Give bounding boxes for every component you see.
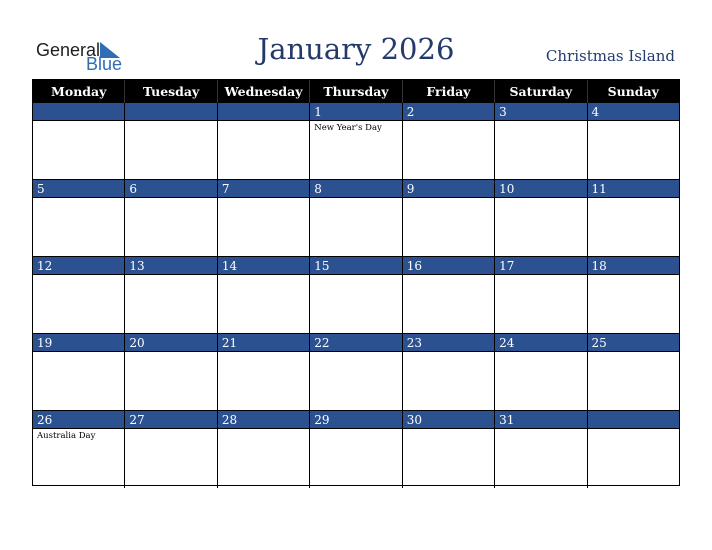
day-cell[interactable] xyxy=(218,257,310,334)
day-number: 12 xyxy=(33,257,124,275)
day-cell[interactable] xyxy=(495,257,587,334)
weekday-header-row xyxy=(33,80,679,103)
day-cell[interactable] xyxy=(125,257,217,334)
day-number: 11 xyxy=(588,180,679,198)
region-label: Christmas Island xyxy=(545,47,675,65)
day-number: 24 xyxy=(495,334,586,352)
day-cell[interactable] xyxy=(588,103,679,180)
day-number: 31 xyxy=(495,411,586,429)
day-number: 26 xyxy=(33,411,124,429)
logo-blue-text: Blue xyxy=(86,54,123,74)
day-number: 5 xyxy=(33,180,124,198)
day-number xyxy=(33,103,124,121)
day-cell[interactable] xyxy=(588,411,679,488)
day-number: 2 xyxy=(403,103,494,121)
week-row xyxy=(33,103,679,180)
week-row xyxy=(33,257,679,334)
day-cell[interactable] xyxy=(218,411,310,488)
weekday-header-monday: Monday xyxy=(33,80,125,103)
day-number: 29 xyxy=(310,411,401,429)
logo-general-text: General xyxy=(36,40,101,60)
weekday-header-friday: Friday xyxy=(403,80,495,103)
day-cell[interactable] xyxy=(495,180,587,257)
day-cell[interactable] xyxy=(403,103,495,180)
day-number xyxy=(218,103,309,121)
day-cell[interactable] xyxy=(495,411,587,488)
day-cell[interactable] xyxy=(33,257,125,334)
weekday-header-saturday: Saturday xyxy=(495,80,587,103)
day-cell[interactable] xyxy=(403,257,495,334)
day-number: 8 xyxy=(310,180,401,198)
day-cell[interactable] xyxy=(33,180,125,257)
holiday-label: Australia Day xyxy=(37,431,96,441)
day-cell[interactable] xyxy=(33,334,125,411)
day-cell[interactable] xyxy=(125,334,217,411)
calendar-grid xyxy=(32,79,680,486)
day-number: 4 xyxy=(588,103,679,121)
day-number: 22 xyxy=(310,334,401,352)
day-cell[interactable] xyxy=(495,103,587,180)
weekday-header-tuesday: Tuesday xyxy=(125,80,217,103)
day-number: 18 xyxy=(588,257,679,275)
day-number: 7 xyxy=(218,180,309,198)
day-number: 14 xyxy=(218,257,309,275)
day-number: 25 xyxy=(588,334,679,352)
day-number: 30 xyxy=(403,411,494,429)
holiday-label: New Year's Day xyxy=(314,123,382,133)
day-cell[interactable] xyxy=(588,180,679,257)
day-cell[interactable] xyxy=(310,257,402,334)
weekday-header-wednesday: Wednesday xyxy=(218,80,310,103)
day-cell[interactable] xyxy=(403,411,495,488)
day-cell[interactable] xyxy=(310,180,402,257)
day-number: 20 xyxy=(125,334,216,352)
day-number: 15 xyxy=(310,257,401,275)
day-cell[interactable] xyxy=(310,411,402,488)
day-number xyxy=(125,103,216,121)
week-row xyxy=(33,334,679,411)
day-cell[interactable] xyxy=(403,180,495,257)
day-number: 28 xyxy=(218,411,309,429)
day-number: 27 xyxy=(125,411,216,429)
day-cell[interactable] xyxy=(310,103,402,180)
day-number: 21 xyxy=(218,334,309,352)
day-number: 16 xyxy=(403,257,494,275)
day-number: 6 xyxy=(125,180,216,198)
day-number: 23 xyxy=(403,334,494,352)
day-cell[interactable] xyxy=(588,334,679,411)
day-cell[interactable] xyxy=(495,334,587,411)
weekday-header-sunday: Sunday xyxy=(607,84,659,99)
day-cell[interactable] xyxy=(125,103,217,180)
day-cell[interactable] xyxy=(125,411,217,488)
day-cell[interactable] xyxy=(125,180,217,257)
week-row xyxy=(33,180,679,257)
day-number: 17 xyxy=(495,257,586,275)
day-cell[interactable] xyxy=(310,334,402,411)
page-title: January 2026 xyxy=(257,32,455,66)
weeks-container xyxy=(33,103,679,488)
day-number xyxy=(588,411,679,429)
day-cell[interactable] xyxy=(588,257,679,334)
day-number: 1 xyxy=(310,103,401,121)
week-row xyxy=(33,411,679,488)
day-number: 19 xyxy=(33,334,124,352)
day-cell[interactable] xyxy=(218,334,310,411)
day-cell[interactable] xyxy=(33,411,125,488)
day-number: 10 xyxy=(495,180,586,198)
weekday-header-thursday: Thursday xyxy=(310,80,402,103)
day-number: 9 xyxy=(403,180,494,198)
day-cell[interactable] xyxy=(33,103,125,180)
day-cell[interactable] xyxy=(403,334,495,411)
day-cell[interactable] xyxy=(218,103,310,180)
day-cell[interactable] xyxy=(218,180,310,257)
day-number: 3 xyxy=(495,103,586,121)
day-number: 13 xyxy=(125,257,216,275)
